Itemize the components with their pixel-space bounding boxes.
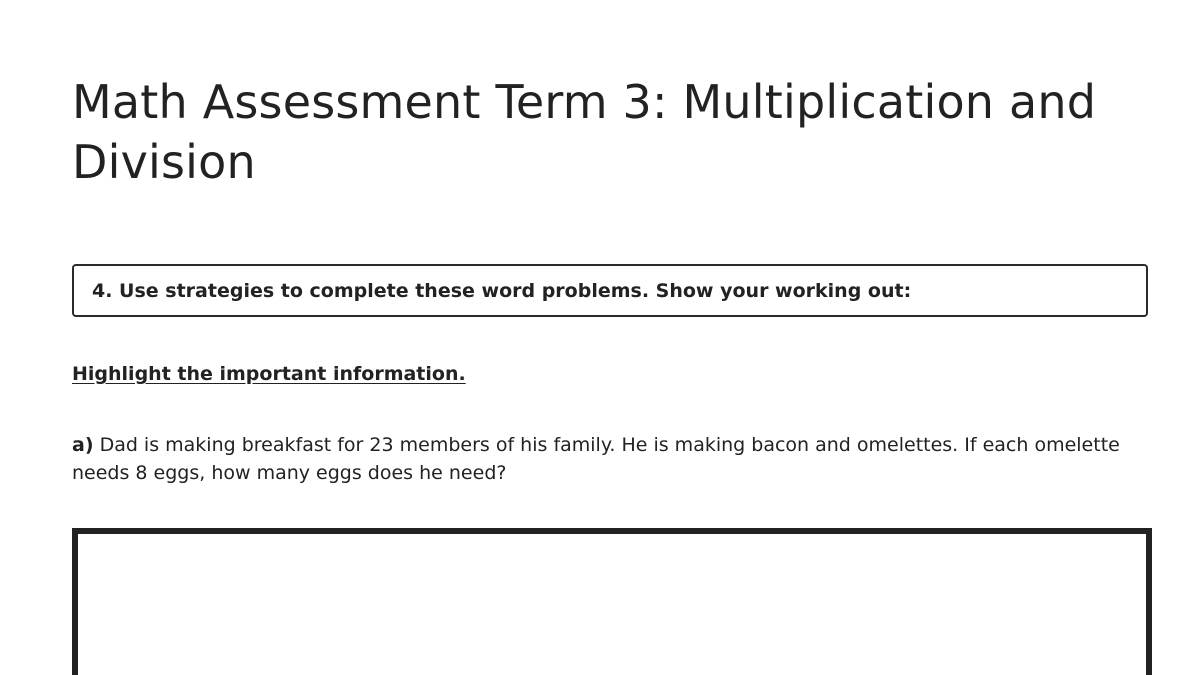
- question-heading: 4. Use strategies to complete these word problems. Show your working out:: [92, 279, 912, 302]
- problem-text: Dad is making breakfast for 23 members of his family. He is making bacon and omelettes. If each omelette needs 8 eggs, how many eggs does he need?: [72, 434, 1120, 484]
- instruction-text: Highlight the important information.: [72, 363, 466, 385]
- problem-letter: a): [72, 434, 94, 456]
- answer-working-box[interactable]: [72, 528, 1152, 675]
- question-heading-box: [72, 264, 1148, 317]
- word-problem-a: [72, 431, 1132, 487]
- page-title: Math Assessment Term 3: Multiplication and Division: [72, 75, 1097, 189]
